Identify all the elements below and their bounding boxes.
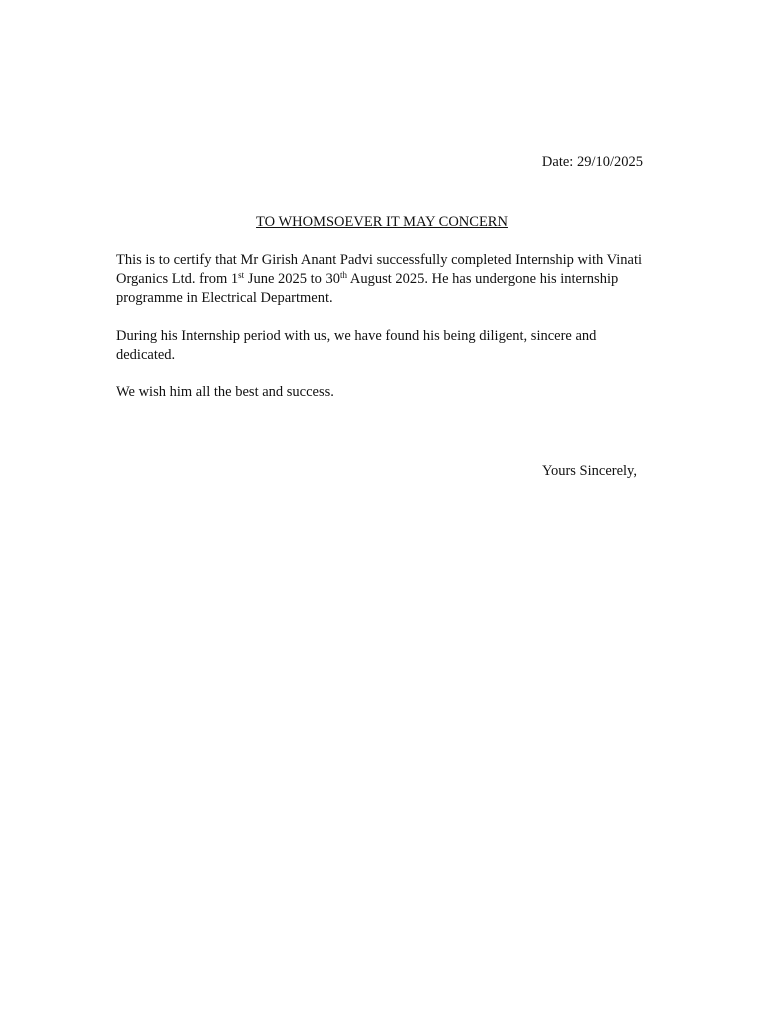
wishes-paragraph: We wish him all the best and success. <box>116 384 334 400</box>
closing-salutation: Yours Sincerely, <box>541 463 637 479</box>
paragraph1-part3: August 2025. He has undergone his internship programme in Electrical Department. <box>116 271 619 306</box>
date-label: Date: <box>541 154 574 170</box>
ordinal-suffix-th: th <box>340 270 348 280</box>
paragraph1-part2: June 2025 to 30 <box>244 271 341 287</box>
ordinal-suffix-st: st <box>238 270 245 280</box>
date-line <box>542 154 643 171</box>
paragraph1-part1: This is to certify that Mr Girish Anant Padvi successfully completed Internship with Vinati Organics Ltd. from 1 <box>116 252 643 287</box>
conduct-paragraph: During his Internship period with us, we have found his being diligent, sincere and dedicated. <box>116 328 597 363</box>
letter-heading: TO WHOMSOEVER IT MAY CONCERN <box>256 214 508 230</box>
date-value: 29/10/2025 <box>576 154 643 170</box>
certificate-paragraph <box>116 251 656 308</box>
